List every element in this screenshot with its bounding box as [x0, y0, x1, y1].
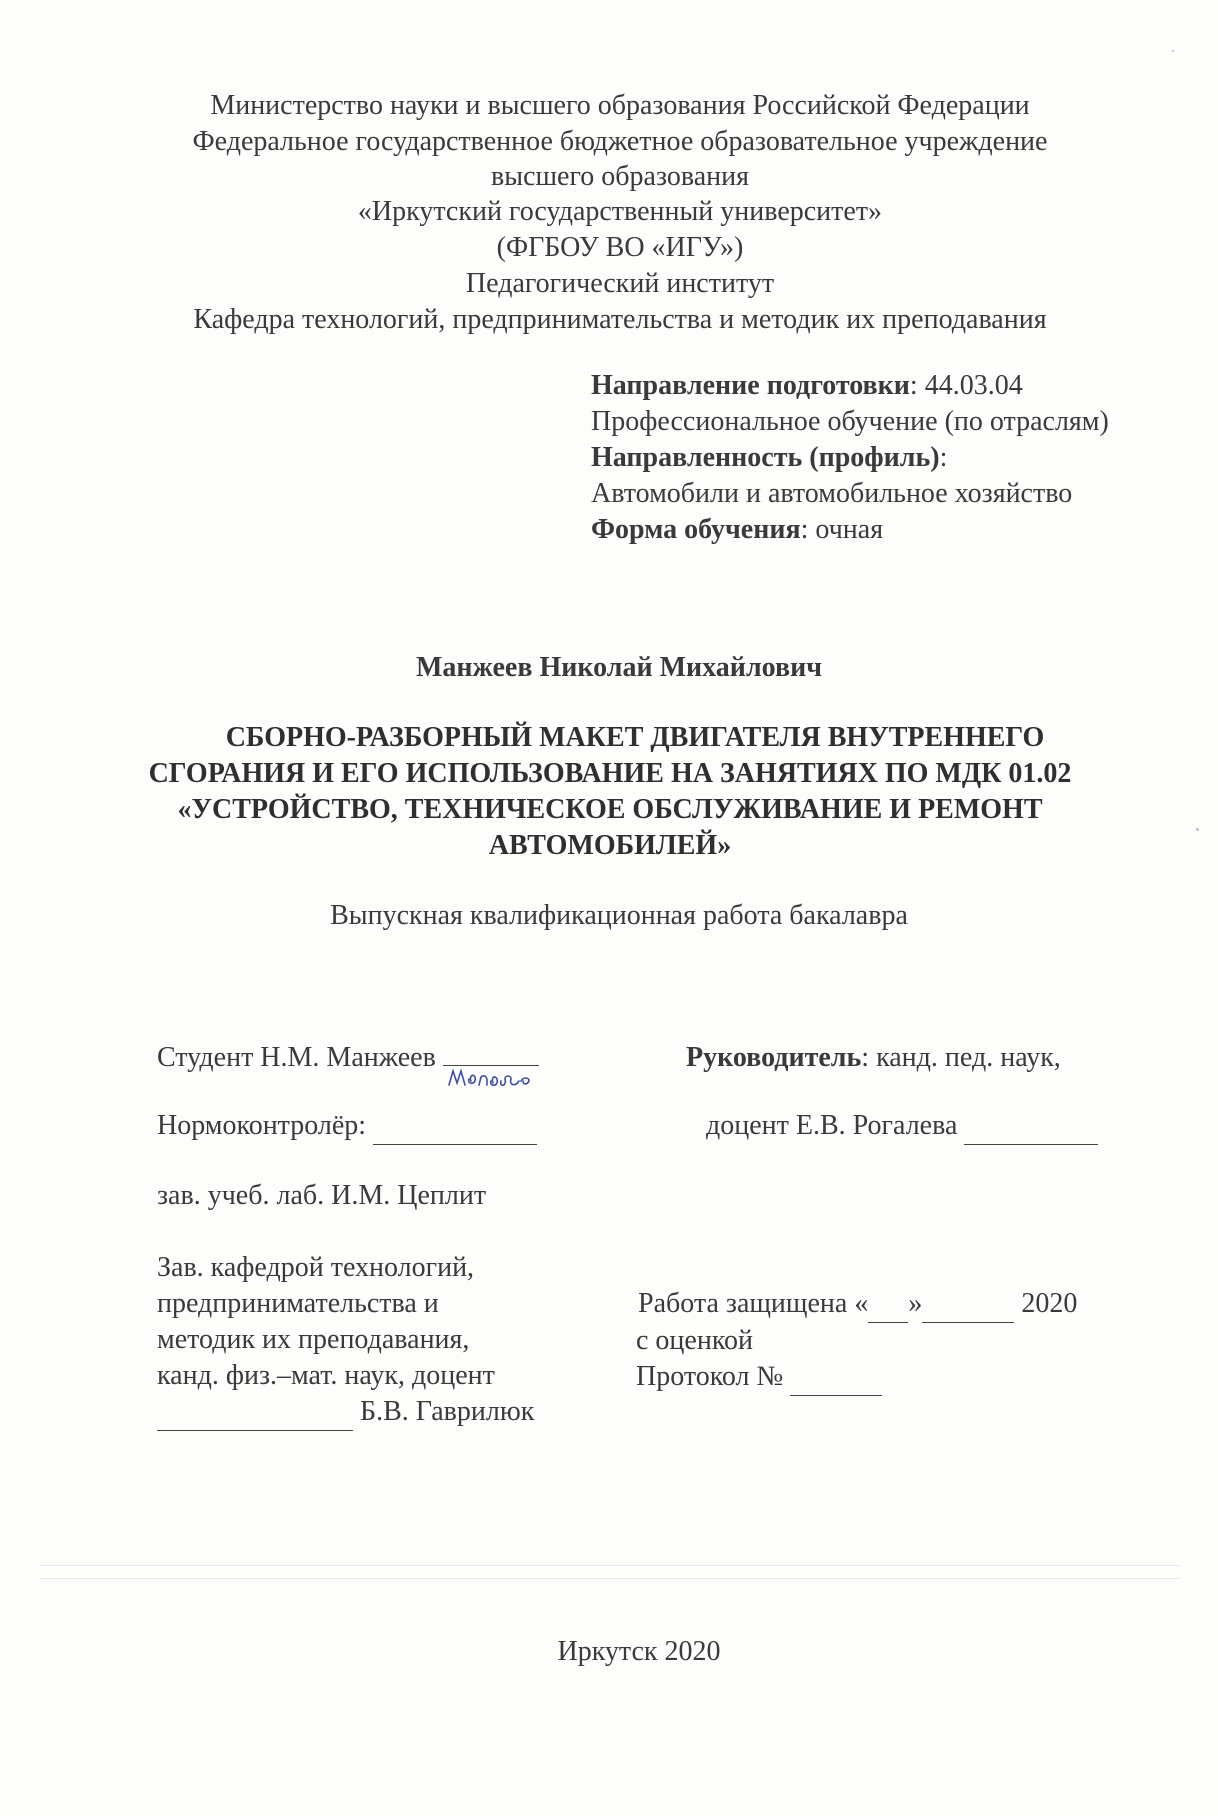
grade-label: с оценкой [636, 1325, 753, 1356]
defense-block [638, 1286, 1077, 1396]
form-value: : очная [800, 514, 884, 545]
scan-speck [1196, 828, 1199, 831]
city-year: Иркутск 2020 [557, 1636, 721, 1667]
defense-mid: » [908, 1288, 923, 1319]
institution-type-line: Федеральное государственное бюджетное образовательное учреждение [192, 126, 1048, 157]
education-level-line: высшего образования [491, 161, 749, 192]
department-head-line: предпринимательства и [157, 1288, 439, 1319]
supervisor-name-row [706, 1108, 1098, 1145]
direction-label: Направление подготовки [591, 370, 910, 401]
normcontrol-signature-line [373, 1108, 537, 1145]
department-head-line: канд. физ.–мат. наук, доцент [157, 1360, 495, 1391]
form-label: Форма обучения [591, 514, 801, 545]
direction-row [591, 368, 1191, 404]
profile-value: Автомобили и автомобильное хозяйство [591, 478, 1073, 509]
author-name: Манжеев Николай Михайлович [416, 652, 822, 683]
profile-label: Направленность (профиль) [591, 442, 940, 473]
student-signature-mark [443, 1063, 539, 1093]
normcontrol-label: Нормоконтролёр: [157, 1110, 367, 1141]
direction-name: Профессиональное обучение (по отраслям) [591, 406, 1109, 437]
thesis-title [60, 720, 1160, 864]
work-type: Выпускная квалификационная работа бакалавра [330, 900, 908, 931]
supervisor-degree: : канд. пед. наук, [861, 1042, 1061, 1073]
profile-colon: : [939, 442, 948, 473]
supervisor-signature-line [964, 1108, 1098, 1145]
title-line: АВТОМОБИЛЕЙ» [488, 830, 732, 861]
department-head-name: Б.В. Гаврилюк [360, 1396, 535, 1427]
department-head-line: методик их преподавания, [157, 1324, 470, 1355]
protocol-row [636, 1359, 1077, 1396]
title-line: СБОРНО-РАЗБОРНЫЙ МАКЕТ ДВИГАТЕЛЯ ВНУТРЕННЕГО [225, 722, 1045, 753]
supervisor-row [686, 1040, 1061, 1076]
direction-value: : 44.03.04 [909, 370, 1023, 401]
student-signature-line [443, 1065, 539, 1066]
protocol-label: Протокол № [636, 1361, 784, 1392]
supervisor-name: доцент Е.В. Рогалева [706, 1110, 958, 1141]
institution-header [120, 88, 1120, 338]
defense-month-line [922, 1286, 1014, 1323]
title-line: «УСТРОЙСТВО, ТЕХНИЧЕСКОЕ ОБСЛУЖИВАНИЕ И РЕМОНТ [177, 794, 1043, 825]
scan-artifact [40, 1565, 1180, 1566]
student-row [157, 1040, 539, 1076]
title-line: СГОРАНИЯ И ЕГО ИСПОЛЬЗОВАНИЕ НА ЗАНЯТИЯХ ПО МДК 01.02 [148, 758, 1072, 789]
department-head-block [157, 1250, 534, 1431]
form-row [591, 512, 1191, 548]
department-head-signature-line [157, 1394, 353, 1431]
scan-artifact [40, 1578, 1180, 1579]
normcontrol-row [157, 1108, 537, 1145]
defense-day-line [868, 1286, 908, 1323]
program-info [591, 368, 1191, 548]
university-name-line: «Иркутский государственный университет» [357, 196, 883, 227]
defense-row [638, 1286, 1077, 1323]
defense-year: 2020 [1021, 1288, 1078, 1319]
defense-prefix: Работа защищена « [638, 1288, 869, 1319]
profile-row [591, 440, 1191, 476]
student-label: Студент Н.М. Манжеев [157, 1042, 436, 1073]
department-head-signature-row [157, 1394, 534, 1431]
ministry-line: Министерство науки и высшего образования Российской Федерации [210, 90, 1030, 121]
supervisor-label: Руководитель [686, 1042, 862, 1073]
institute-line: Педагогический институт [465, 268, 775, 299]
protocol-number-line [790, 1359, 882, 1396]
lab-head: зав. учеб. лаб. И.М. Цеплит [157, 1180, 487, 1211]
university-abbr-line: (ФГБОУ ВО «ИГУ») [496, 232, 744, 263]
department-line: Кафедра технологий, предпринимательства и методик их преподавания [193, 304, 1047, 335]
scan-speck [1172, 50, 1174, 52]
department-head-line: Зав. кафедрой технологий, [157, 1252, 475, 1283]
